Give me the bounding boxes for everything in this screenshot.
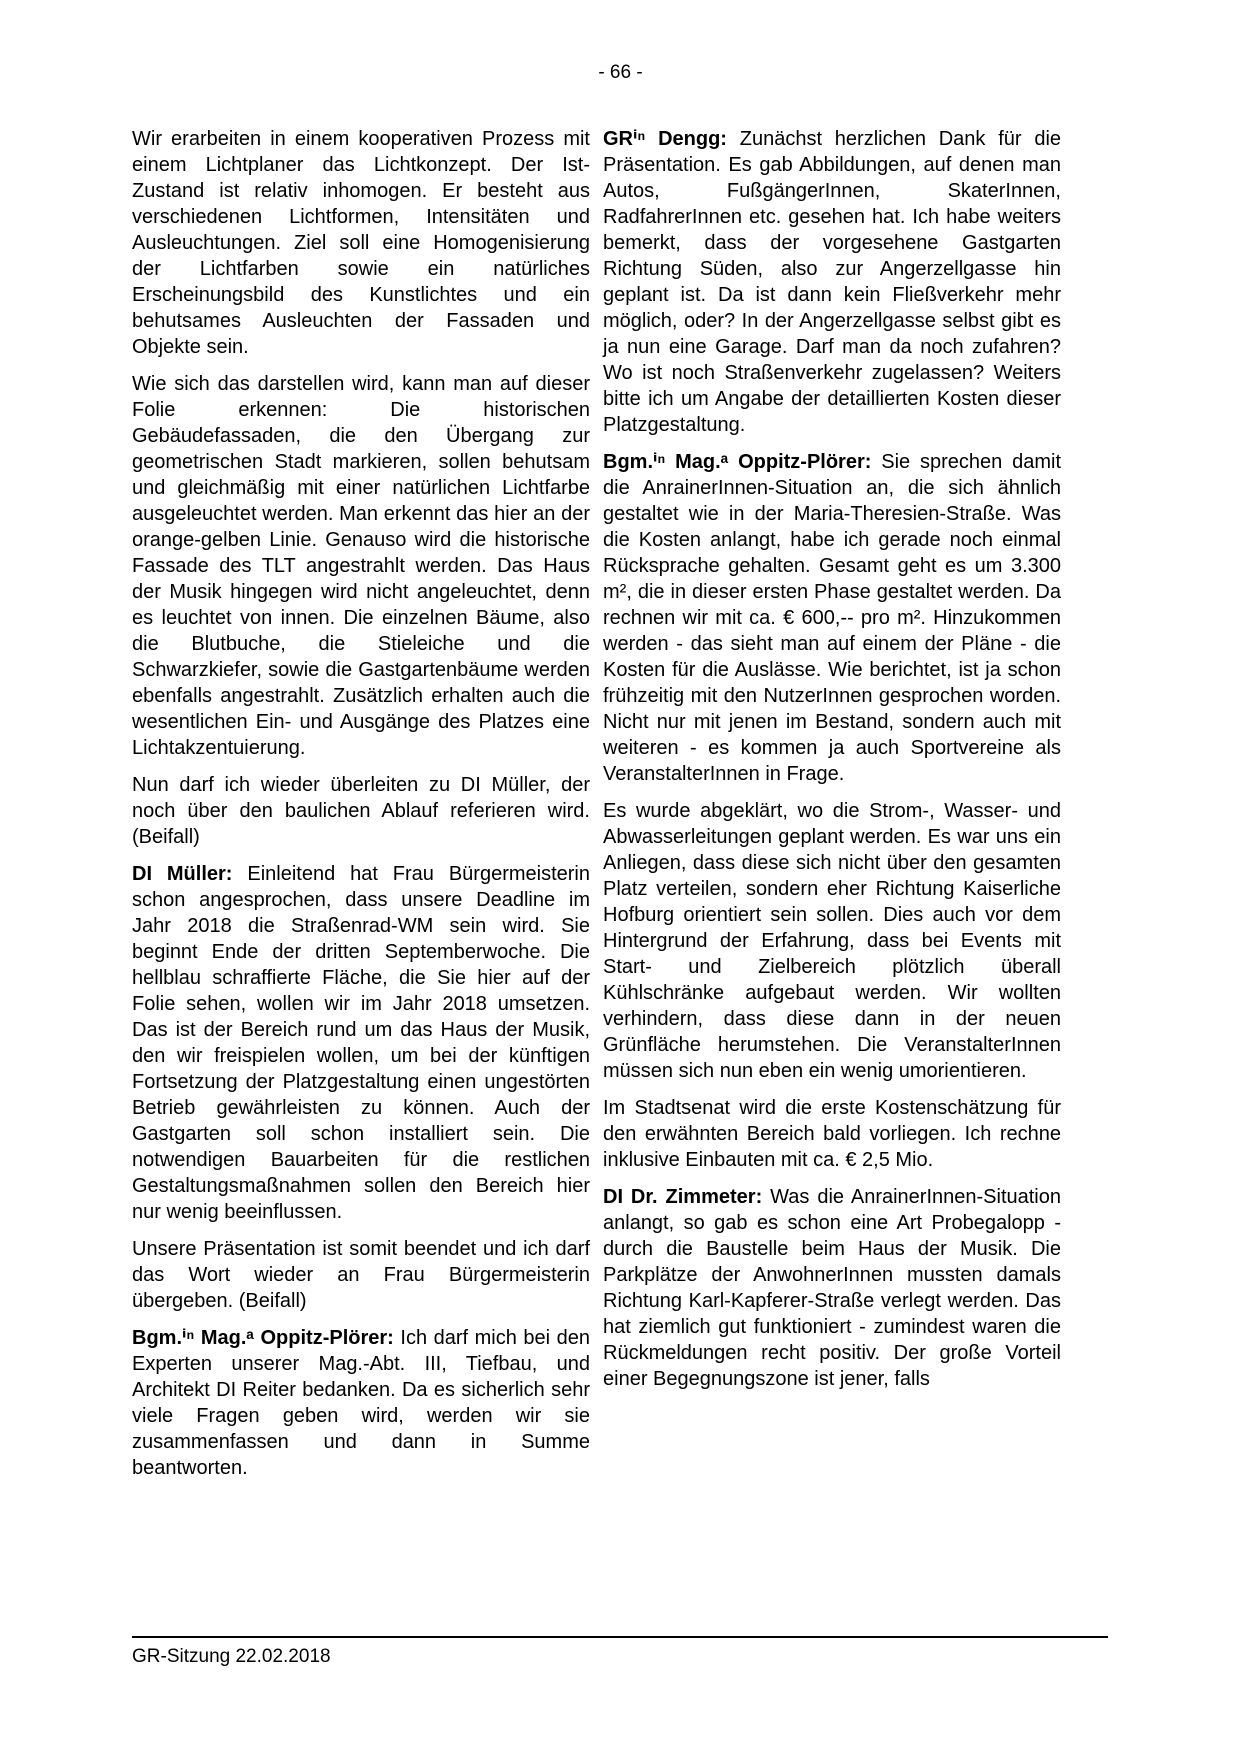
speech-paragraph [603, 1095, 1061, 1173]
paragraph-text: Im Stadtsenat wird die erste Kostenschätzung für den erwähnten Bereich bald vorliegen. Ich rechne inklusive Einbauten mit ca. € 2,5 Mio. [603, 1097, 1061, 1171]
speech-paragraph [603, 1184, 1061, 1392]
document-body [132, 126, 1061, 1492]
speaker-name: GRⁱⁿ Dengg: [603, 128, 740, 150]
paragraph-text: Unsere Präsentation ist somit beendet und ich darf das Wort wieder an Frau Bürgermeisterin übergeben. (Beifall) [132, 1238, 590, 1312]
speech-paragraph [132, 1325, 590, 1481]
speech-paragraph [132, 772, 590, 850]
paragraph-text: Es wurde abgeklärt, wo die Strom-, Wasser- und Abwasserleitungen geplant werden. Es war uns ein Anliegen, dass diese sich nicht über den gesamten Platz verteilen, sondern eher Richtung Kaiserliche Hofburg orientiert sein sollen. Dies auch vor dem Hintergrund der Erfahrung, dass bei Events mit Start- und Zielbereich plötzlich überall Kühlschränke aufgebaut werden. Wir wollten verhindern, dass diese dann in der neuen Grünfläche herumstehen. Die VeranstalterInnen müssen sich nun eben ein wenig umorientieren. [603, 800, 1061, 1082]
page-footer [132, 1636, 1108, 1668]
paragraph-text: Wie sich das darstellen wird, kann man auf dieser Folie erkennen: Die historischen Gebäudefassaden, die den Übergang zur geometrischen Stadt markieren, sollen behutsam und gleichmäßig mit einer natürlichen Lichtfarbe ausgeleuchtet werden. Man erkennt das hier an der orange-gelben Linie. Genauso wird die historische Fassade des TLT angestrahlt werden. Das Haus der Musik hingegen wird nicht angeleuchtet, denn es leuchtet von innen. Die einzelnen Bäume, also die Blutbuche, die Stieleiche und die Schwarzkiefer, sowie die Gastgartenbäume werden ebenfalls angestrahlt. Zusätzlich erhalten auch die wesentlichen Ein- und Ausgänge des Platzes eine Lichtakzentuierung. [132, 373, 590, 759]
speech-paragraph [132, 126, 590, 360]
footer-text: GR-Sitzung 22.02.2018 [132, 1646, 331, 1667]
paragraph-text: Wir erarbeiten in einem kooperativen Prozess mit einem Lichtplaner das Lichtkonzept. Der Ist-Zustand ist relativ inhomogen. Er besteht aus verschiedenen Lichtformen, Intensitäten und Ausleuchtungen. Ziel soll eine Homogenisierung der Lichtfarben sowie ein natürliches Erscheinungsbild des Kunstlichtes und ein behutsames Ausleuchten der Fassaden und Objekte sein. [132, 128, 590, 358]
speech-paragraph [132, 371, 590, 761]
left-column [132, 126, 590, 1492]
paragraph-text: Was die AnrainerInnen-Situation anlangt, so gab es schon eine Art Probegalopp - durch die Baustelle beim Haus der Musik. Die Parkplätze der AnwohnerInnen mussten damals Richtung Karl-Kapferer-Straße verlegt werden. Das hat ziemlich gut funktioniert - zumindest waren die Rückmeldungen recht positiv. Der große Vorteil einer Begegnungszone ist jener, falls [603, 1186, 1061, 1390]
paragraph-text: Einleitend hat Frau Bürgermeisterin schon angesprochen, dass unsere Deadline im Jahr 2018 die Straßenrad-WM sein wird. Sie beginnt Ende der dritten Septemberwoche. Die hellblau schraffierte Fläche, die Sie hier auf der Folie sehen, wollen wir im Jahr 2018 umsetzen. Das ist der Bereich rund um das Haus der Musik, den wir freispielen wollen, um bei der künftigen Fortsetzung der Platzgestaltung einen ungestörten Betrieb gewährleisten zu können. Auch der Gastgarten soll schon installiert sein. Die notwendigen Bauarbeiten für die restlichen Gestaltungsmaßnahmen sollen den Bereich hier nur wenig beeinflussen. [132, 863, 590, 1223]
paragraph-text: Zunächst herzlichen Dank für die Präsentation. Es gab Abbildungen, auf denen man Autos, FußgängerInnen, SkaterInnen, RadfahrerInnen etc. gesehen hat. Ich habe weiters bemerkt, dass der vorgesehene Gastgarten Richtung Süden, also zur Angerzellgasse hin geplant ist. Da ist dann kein Fließverkehr mehr möglich, oder? In der Angerzellgasse selbst gibt es ja nun eine Garage. Darf man da noch zufahren? Wo ist noch Straßenverkehr zugelassen? Weiters bitte ich um Angabe der detaillierten Kosten dieser Platzgestaltung. [603, 128, 1062, 436]
speech-paragraph [132, 1236, 590, 1314]
speech-paragraph [603, 126, 1061, 438]
speaker-name: Bgm.ⁱⁿ Mag.ᵃ Oppitz-Plörer: [132, 1327, 401, 1349]
paragraph-text: Sie sprechen damit die AnrainerInnen-Situation an, die sich ähnlich gestaltet wie in der Maria-Theresien-Straße. Was die Kosten anlangt, habe ich gerade noch einmal Rücksprache gehalten. Gesamt geht es um 3.300 m², die in dieser ersten Phase gestaltet werden. Da rechnen wir mit ca. € 600,-- pro m². Hinzukommen werden - das sieht man auf einem der Pläne - die Kosten für die Auslässe. Wie berichtet, ist ja schon frühzeitig mit den NutzerInnen gesprochen worden. Nicht nur mit jenen im Bestand, sondern auch mit weiteren - es kommen ja auch Sportvereine als VeranstalterInnen in Frage. [603, 451, 1062, 785]
speech-paragraph [132, 861, 590, 1225]
right-column [603, 126, 1061, 1403]
paragraph-text: Nun darf ich wieder überleiten zu DI Müller, der noch über den baulichen Ablauf referieren wird. (Beifall) [132, 774, 590, 848]
page-number: - 66 - [598, 62, 643, 83]
paragraph-text: Ich darf mich bei den Experten unserer Mag.-Abt. III, Tiefbau, und Architekt DI Reiter bedanken. Da es sicherlich sehr viele Fragen geben wird, werden wir sie zusammenfassen und dann in Summe beantworten. [132, 1327, 591, 1479]
speech-paragraph [603, 798, 1061, 1084]
speaker-name: DI Müller: [132, 863, 248, 885]
speaker-name: Bgm.ⁱⁿ Mag.ᵃ Oppitz-Plörer: [603, 451, 882, 473]
speech-paragraph [603, 449, 1061, 787]
speaker-name: DI Dr. Zimmeter: [603, 1186, 771, 1208]
